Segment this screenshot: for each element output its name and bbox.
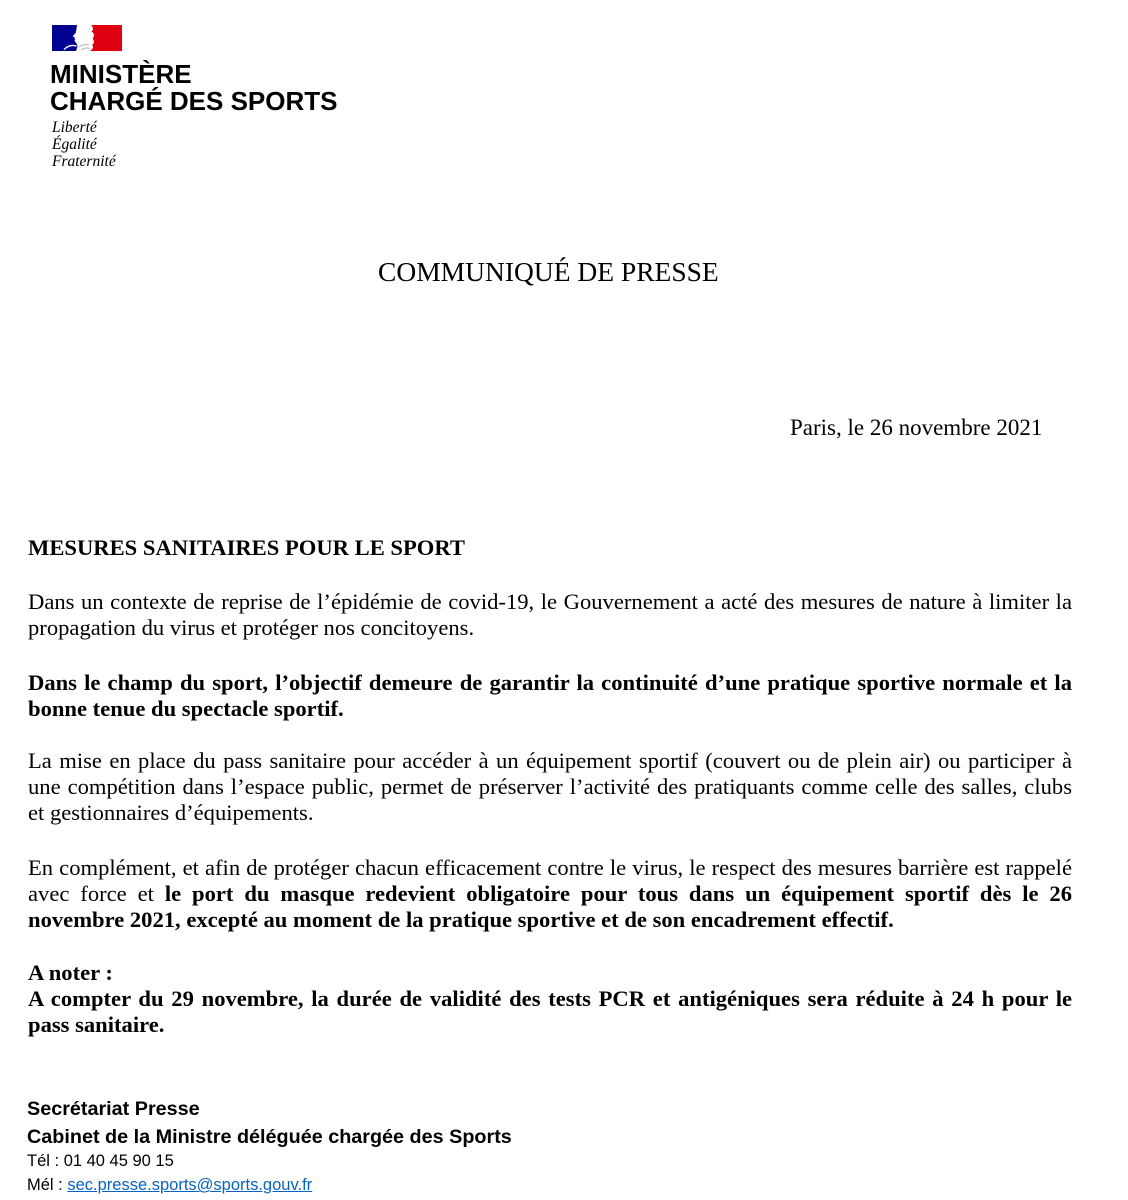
note-label: A noter : (28, 960, 113, 985)
republic-motto (52, 119, 116, 170)
masks-paragraph-line-3: novembre 2021, excepté au moment de la pratique sportive et de son encadrement effectif. (28, 907, 894, 932)
ministry-name-line-2: CHARGÉ DES SPORTS (50, 86, 338, 116)
health-pass-paragraph-line-2: une compétition dans l’espace public, permet de préserver l’activité des pratiquants comme celle des salles, clubs (28, 774, 1072, 799)
objective-paragraph (28, 670, 1072, 722)
logo-red-band (90, 25, 122, 51)
phone-label: Tél : (27, 1152, 60, 1170)
health-pass-paragraph-line-3: et gestionnaires d’équipements. (28, 800, 314, 825)
ministry-name-line-1: MINISTÈRE (50, 59, 192, 89)
email-link[interactable]: sec.presse.sports@sports.gouv.fr (67, 1176, 313, 1194)
motto-liberte: Liberté (52, 119, 97, 136)
document-type-title: COMMUNIQUÉ DE PRESSE (378, 256, 719, 287)
masks-paragraph-line-1: En complément, et afin de protéger chacun efficacement contre le virus, le respect des mesures barrière est rappelé (28, 855, 1072, 880)
objective-paragraph-line-1: Dans le champ du sport, l’objectif demeure de garantir la continuité d’une pratique sportive normale et la (28, 670, 1072, 695)
marianne-logo-icon (52, 25, 122, 51)
note-paragraph-line-1: A compter du 29 novembre, la durée de validité des tests PCR et antigéniques sera réduite à 24 h pour le (28, 986, 1072, 1011)
press-release-heading: MESURES SANITAIRES POUR LE SPORT (28, 535, 465, 560)
health-pass-paragraph (28, 748, 1072, 826)
contact-phone (27, 1152, 174, 1171)
context-paragraph-line-1: Dans un contexte de reprise de l’épidémie de covid-19, le Gouvernement a acté des mesures de nature à limiter la (28, 589, 1072, 614)
marianne-logo-svg (52, 25, 122, 51)
health-pass-paragraph-line-1: La mise en place du pass sanitaire pour accéder à un équipement sportif (couvert ou de plein air) ou participer à (28, 748, 1072, 773)
masks-paragraph (28, 855, 1072, 933)
contact-email (27, 1176, 312, 1195)
contact-title: Secrétariat Presse (27, 1098, 200, 1120)
note-paragraph-line-2: pass sanitaire. (28, 1012, 165, 1037)
objective-paragraph-line-2: bonne tenue du spectacle sportif. (28, 696, 344, 721)
logo-gray-strokes (79, 45, 90, 50)
context-paragraph-line-2: propagation du virus et protéger nos concitoyens. (28, 615, 475, 640)
phone-number: 01 40 45 90 15 (63, 1152, 174, 1170)
masks-paragraph-line-2-regular: avec force et (28, 881, 154, 906)
dateline: Paris, le 26 novembre 2021 (790, 415, 1043, 440)
motto-egalite: Égalité (52, 136, 97, 153)
logo-blue-band (52, 25, 77, 51)
email-label: Mél : (27, 1176, 63, 1194)
masks-paragraph-line-2 (28, 881, 1072, 907)
context-paragraph (28, 589, 1072, 641)
note-paragraph (28, 986, 1072, 1038)
contact-office: Cabinet de la Ministre déléguée chargée des Sports (27, 1126, 512, 1148)
masks-paragraph-line-2-bold: le port du masque redevient obligatoire pour tous dans un équipement sportif dès le 26 (164, 881, 1072, 906)
ministry-name (50, 61, 338, 115)
motto-fraternite: Fraternité (52, 153, 116, 170)
